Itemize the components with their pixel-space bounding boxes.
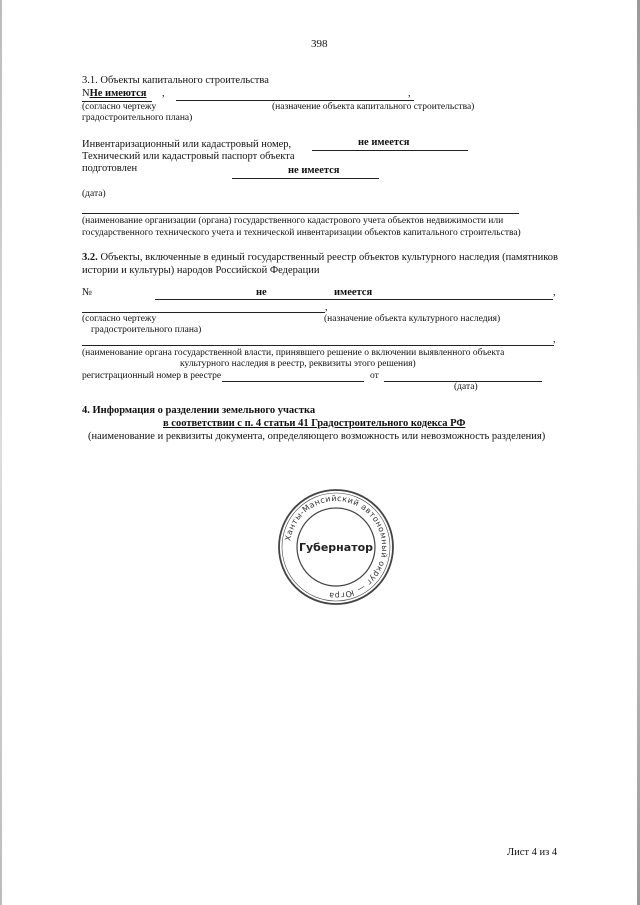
stamp-ring-text: Ханты-Мансийский автономный округ — Югра <box>283 493 390 601</box>
section-3-1-heading: 3.1. Объекты капитального строительства <box>82 75 269 86</box>
reg-number-line <box>222 381 364 382</box>
authority-label-1: (наименование органа государственной власти, принявшего решение о включении выявленного объекта <box>82 348 505 358</box>
label-purpose: (назначение объекта капитального строительства) <box>272 102 475 112</box>
org-line <box>82 213 519 214</box>
sheet-counter: Лист 4 из 4 <box>507 847 558 858</box>
section-4-heading: 4. Информация о разделении земельного участка <box>82 405 316 416</box>
number-prefix: N <box>82 88 90 99</box>
reg-date-label: (дата) <box>454 382 478 392</box>
inventory-underline <box>312 150 468 151</box>
reg-number-label: регистрационный номер в реестре <box>82 371 222 381</box>
heritage-value-a: не <box>256 287 267 298</box>
heritage-number-line <box>155 299 553 300</box>
stamp-center-text: Губернатор <box>298 541 374 554</box>
section-3-2-heading <box>82 251 558 277</box>
section-3-2-text: Объекты, включенные в единый государственный реестр объектов культурного наследия (памятников истории и культуры) народов Российской Федерации <box>82 252 559 276</box>
authority-label-2: культурного наследия в реестр, реквизиты этого решения) <box>180 359 416 369</box>
heritage-label-drawing-2: градостроительного плана) <box>91 325 202 335</box>
object-number-row <box>82 88 146 99</box>
label-drawing-2: градостроительного плана) <box>82 113 193 123</box>
heritage-comma: , <box>553 287 556 298</box>
inventory-label: Инвентаризационный или кадастровый номер, <box>82 139 292 150</box>
authority-comma: , <box>553 334 556 345</box>
date-label: (дата) <box>82 189 106 199</box>
inventory-value: не имеется <box>358 137 410 148</box>
official-stamp <box>276 487 396 607</box>
division-document-value: в соответствии с п. 4 статьи 41 Градостроительного кодекса РФ <box>163 418 466 429</box>
heritage-drawing-line <box>82 312 325 313</box>
org-label-2: государственного технического учета и технической инвентаризации объектов капитального строительства) <box>82 228 521 238</box>
authority-line <box>82 345 554 346</box>
object-number-value: Не имеются <box>89 88 147 99</box>
heritage-label-purpose: (назначение объекта культурного наследия) <box>324 314 501 324</box>
passport-label-1: Технический или кадастровый паспорт объекта <box>82 151 295 162</box>
passport-label-2: подготовлен <box>82 163 138 174</box>
section-3-2-number: 3.2. <box>82 252 98 263</box>
purpose-line <box>176 100 414 101</box>
passport-value: не имеется <box>288 165 340 176</box>
page-number: 398 <box>311 38 328 50</box>
division-document-label: (наименование и реквизиты документа, определяющего возможность или невозможность разделения) <box>88 431 546 442</box>
passport-underline <box>232 178 379 179</box>
comma: , <box>162 88 165 99</box>
heritage-label-drawing: (согласно чертежу <box>82 314 157 324</box>
heritage-value-b: имеется <box>334 287 373 298</box>
comma-2: , <box>408 88 411 99</box>
org-label-1: (наименование организации (органа) государственного кадастрового учета объектов недвижимости или <box>82 216 504 226</box>
heritage-number-prefix: № <box>82 287 93 298</box>
heritage-comma-2: , <box>325 302 328 313</box>
label-drawing: (согласно чертежу <box>82 102 157 112</box>
scan-edge-left <box>0 0 2 905</box>
reg-from-label: от <box>370 371 379 381</box>
